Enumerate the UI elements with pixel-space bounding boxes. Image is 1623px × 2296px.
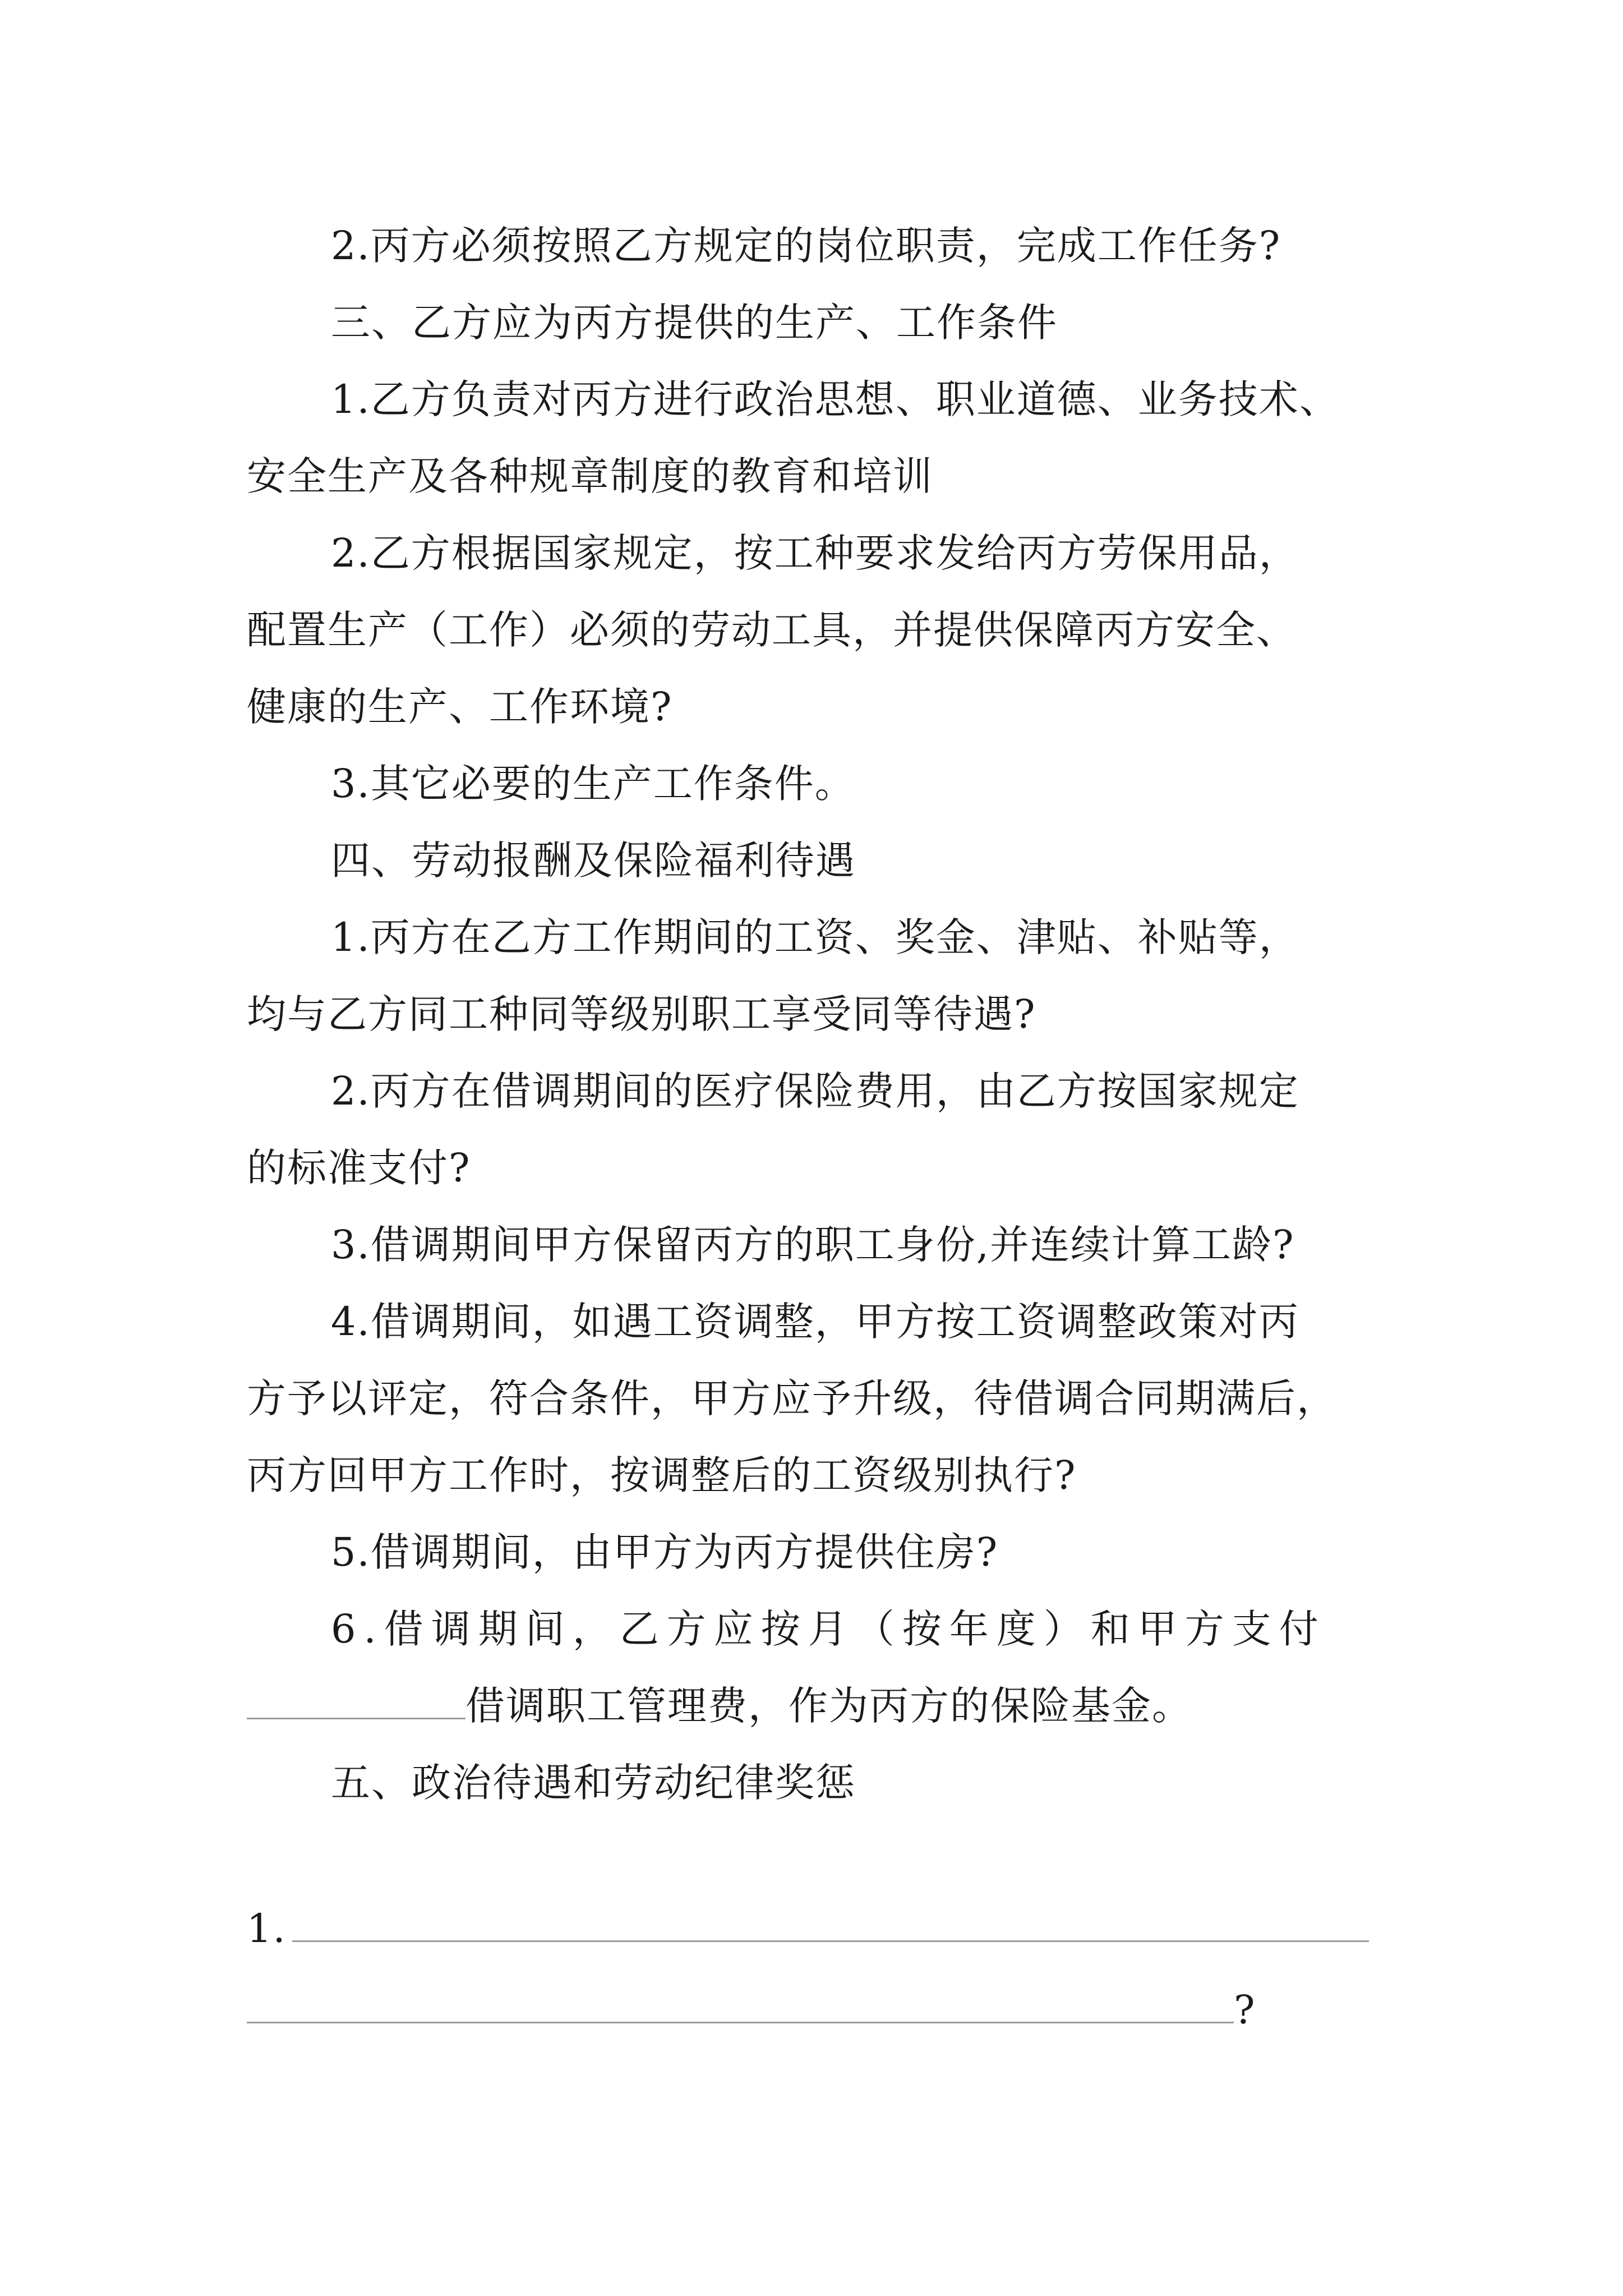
document-body: [247, 208, 1396, 1821]
paragraph-line: 1.乙方负责对丙方进行政治思想、职业道德、业务技术、: [331, 376, 1340, 422]
paragraph-line: 方予以评定，符合条件，甲方应予升级，待借调合同期满后，: [247, 1375, 1337, 1421]
blank-item-line: [247, 1890, 1396, 1967]
paragraph-line: 安全生产及各种规章制度的教育和培训: [247, 453, 933, 499]
item-end-mark: ?: [1234, 1987, 1256, 2033]
section-heading-5: 五、政治待遇和劳动纪律奖惩: [331, 1760, 856, 1806]
paragraph-line: 配置生产（工作）必须的劳动工具，并提供保障丙方安全、: [247, 607, 1297, 653]
paragraph-line-with-blank: [247, 1668, 1396, 1745]
paragraph-line: 1.丙方在乙方工作期间的工资、奖金、津贴、补贴等，: [331, 914, 1299, 960]
fill-in-blank[interactable]: [247, 1988, 1234, 2023]
paragraph-line: 3.其它必要的生产工作条件。: [331, 761, 855, 807]
blank-item-line: [247, 1972, 1396, 2049]
paragraph-line: 丙方回甲方工作时，按调整后的工资级别执行?: [247, 1452, 1077, 1498]
paragraph-line: 2.丙方在借调期间的医疗保险费用，由乙方按国家规定: [331, 1068, 1299, 1114]
item-number: 1.: [247, 1906, 287, 1952]
paragraph-line: 3.借调期间甲方保留丙方的职工身份,并连续计算工龄?: [331, 1222, 1295, 1268]
paragraph-line: 6.借调期间，乙方应按月（按年度）和甲方支付: [331, 1606, 1326, 1652]
fill-in-blank[interactable]: [247, 1684, 465, 1719]
blank-item-block: [247, 1890, 1396, 2049]
section-heading-4: 四、劳动报酬及保险福利待遇: [331, 838, 856, 884]
paragraph-text: 借调职工管理费，作为丙方的保险基金。: [465, 1683, 1192, 1729]
section-heading-3: 三、乙方应为丙方提供的生产、工作条件: [331, 300, 1058, 346]
paragraph-line: 均与乙方同工种同等级别职工享受同等待遇?: [247, 991, 1036, 1037]
paragraph-line: 2.丙方必须按照乙方规定的岗位职责，完成工作任务?: [331, 223, 1281, 269]
paragraph-line: 的标准支付?: [247, 1145, 471, 1191]
paragraph-line: 4.借调期间，如遇工资调整，甲方按工资调整政策对丙: [331, 1299, 1299, 1345]
paragraph-line: 2.乙方根据国家规定，按工种要求发给丙方劳保用品，: [331, 530, 1299, 576]
paragraph-line: 健康的生产、工作环境?: [247, 684, 673, 730]
fill-in-blank[interactable]: [292, 1907, 1369, 1942]
paragraph-line: 5.借调期间，由甲方为丙方提供住房?: [331, 1529, 999, 1575]
